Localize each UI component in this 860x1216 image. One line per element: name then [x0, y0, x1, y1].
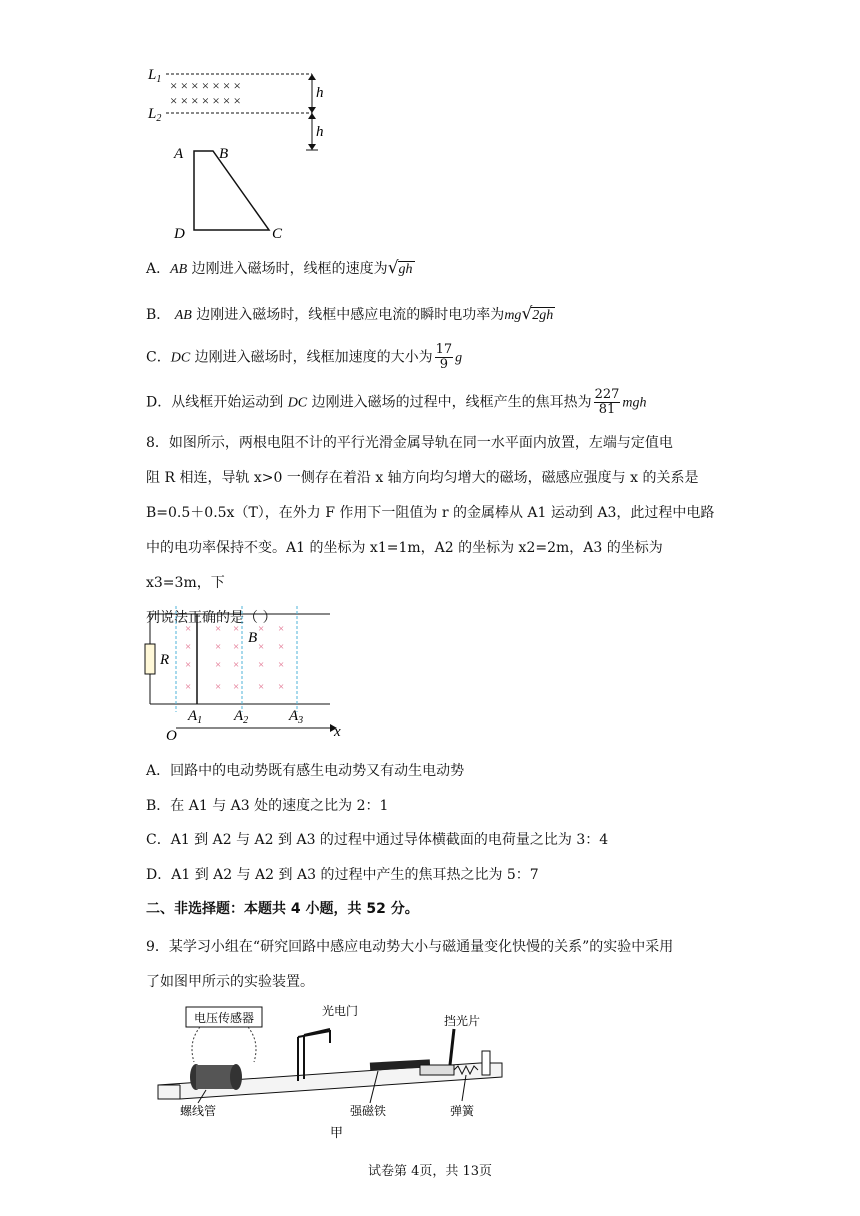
q8-stem-line: 列说法正确的是（ ） [146, 610, 277, 626]
label-R: R [160, 652, 170, 668]
section-heading: 二、非选择题：本题共 4 小题，共 52 分。 [146, 901, 419, 917]
svg-text:×: × [185, 641, 192, 653]
q8-stem-line: B=0.5＋0.5x（T），在外力 F 作用下一阻值为 r 的金属棒从 A1 运动到 A3，此过程中电路 [146, 505, 715, 521]
shutter-and-cart [420, 1029, 454, 1075]
svg-text:×: × [278, 659, 285, 671]
label-B: B [248, 630, 258, 646]
svg-text:×: × [185, 623, 192, 635]
q7-option-B: B． AB 边刚进入磁场时，线框中感应电流的瞬时电功率为mg√2gh [146, 304, 554, 324]
q9-stem-line: 9．某学习小组在“研究回路中感应电动势大小与磁通量变化快慢的关系”的实验中采用 [146, 939, 674, 955]
vertex-D: D [174, 226, 185, 242]
vertex-B: B [219, 146, 229, 162]
q7-option-C: C．DC 边刚进入磁场时，线框加速度的大小为 $\frac{17}{9}$ g [146, 342, 463, 372]
q8-option-A: A．回路中的电动势既有感生电动势又有动生电动势 [146, 763, 465, 779]
q8-option-B: B．在 A1 与 A3 处的速度之比为 2：1 [146, 798, 389, 814]
trapezoid-frame [194, 151, 269, 230]
solenoid-coil [190, 1064, 242, 1090]
vertex-A: A [174, 146, 184, 162]
label-A1: $A_1$ [188, 708, 203, 726]
svg-text:挡光片: 挡光片 [444, 1014, 481, 1028]
svg-text:×: × [233, 659, 240, 671]
svg-text:螺线管: 螺线管 [180, 1104, 217, 1118]
resistor-R [145, 644, 155, 674]
svg-text:×: × [215, 659, 222, 671]
svg-text:×: × [215, 623, 222, 635]
q8-figure [140, 604, 370, 744]
svg-text:×: × [278, 641, 285, 653]
svg-text:×: × [258, 623, 265, 635]
label-A2: $A_2$ [234, 708, 249, 726]
label-A3: $A_3$ [289, 708, 304, 726]
q8-stem-line: 阻 R 相连，导轨 x>0 一侧存在着沿 x 轴方向均匀增大的磁场，磁感应强度与 x 的关系是 [146, 470, 699, 486]
svg-text:弹簧: 弹簧 [450, 1104, 475, 1118]
svg-text:×: × [233, 641, 240, 653]
label-L1: $L_1$ [148, 67, 162, 85]
svg-text:×: × [258, 681, 265, 693]
svg-text:×: × [233, 681, 240, 693]
label-h-top: h [316, 85, 324, 101]
label-x: x [334, 724, 341, 740]
svg-text:光电门: 光电门 [322, 1004, 359, 1018]
q9-stem [146, 930, 720, 1000]
q8-stem-line: 中的电功率保持不变。A1 的坐标为 x1=1m，A2 的坐标为 x2=2m，A3 的坐标为 x3=3m，下 [146, 540, 663, 591]
svg-text:× × × × × × ×: × × × × × × × [170, 93, 241, 108]
q8-option-C: C．A1 到 A2 与 A2 到 A3 的过程中通过导体横截面的电荷量之比为 3：4 [146, 832, 609, 848]
svg-text:电压传感器: 电压传感器 [193, 1011, 255, 1025]
vertex-C: C [272, 226, 283, 242]
magnetic-field-crosses [170, 78, 241, 108]
svg-text:×: × [278, 681, 285, 693]
svg-text:×: × [185, 659, 192, 671]
q7-option-D: D．从线框开始运动到 DC 边刚进入磁场的过程中，线框产生的焦耳热为 $\frac{227}{81}$ mgh [146, 387, 647, 417]
q9-stem-line: 了如图甲所示的实验装置。 [146, 974, 314, 990]
svg-text:强磁铁: 强磁铁 [350, 1104, 387, 1118]
label-h-bottom: h [316, 124, 324, 140]
q9-figure [150, 995, 530, 1145]
svg-text:×: × [258, 641, 265, 653]
svg-text:×: × [185, 681, 192, 693]
svg-text:×: × [233, 623, 240, 635]
page-footer: 试卷第 4页，共 13页 [367, 1164, 493, 1179]
q7-figure [140, 60, 340, 245]
q8-stem-line: 8．如图所示，两根电阻不计的平行光滑金属导轨在同一水平面内放置，左端与定值电 [146, 435, 673, 451]
label-L2: $L_2$ [148, 106, 162, 124]
magnetic-field-crosses [185, 623, 284, 693]
svg-text:甲: 甲 [330, 1125, 344, 1140]
q7-option-A: A．AB 边刚进入磁场时，线框的速度为√gh [146, 258, 413, 278]
svg-text:× × × × × × ×: × × × × × × × [170, 78, 241, 93]
svg-text:×: × [215, 641, 222, 653]
svg-text:×: × [258, 659, 265, 671]
label-O: O [166, 728, 177, 744]
q8-option-D: D．A1 到 A2 与 A2 到 A3 的过程中产生的焦耳热之比为 5：7 [146, 867, 539, 883]
svg-text:×: × [278, 623, 285, 635]
svg-text:×: × [215, 681, 222, 693]
